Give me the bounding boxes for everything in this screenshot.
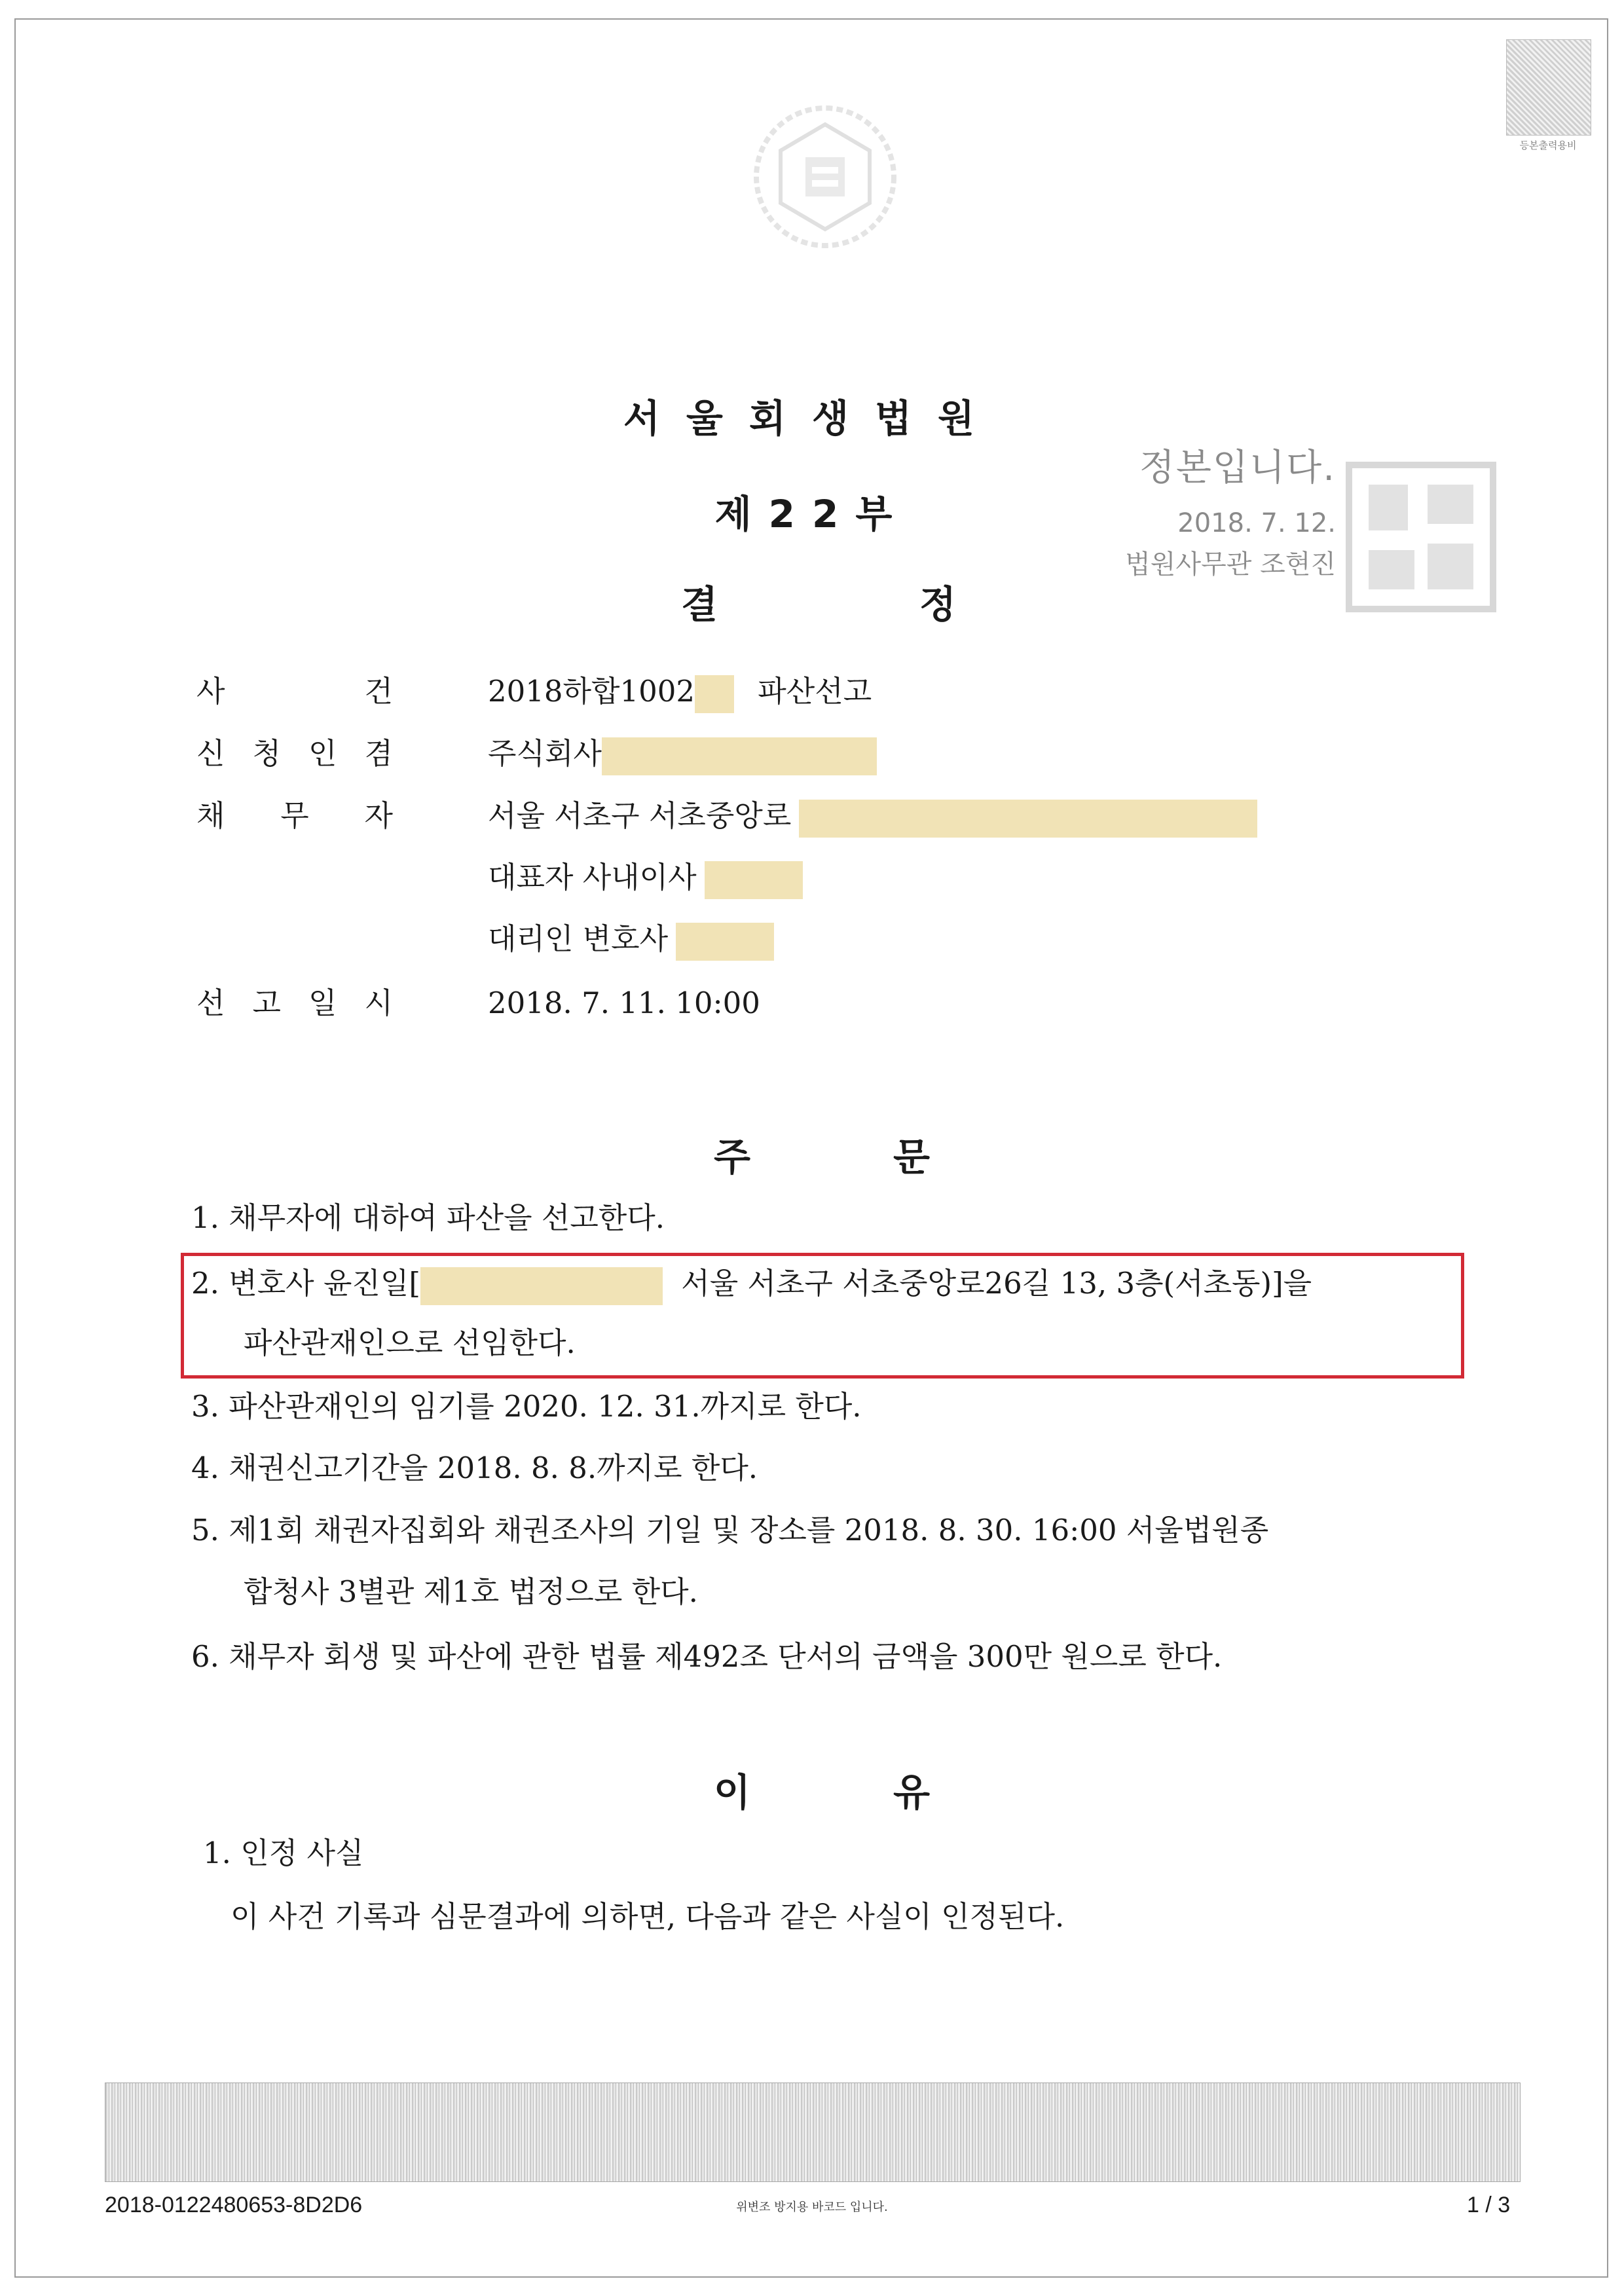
representative-value bbox=[488, 858, 803, 899]
case-value bbox=[488, 672, 872, 713]
document-title bbox=[681, 574, 956, 629]
reason-body: 이 사건 기록과 심문결과에 의하면, 다음과 같은 사실이 인정된다. bbox=[231, 1899, 1065, 1934]
case-number: 2018하합1002 bbox=[488, 674, 695, 709]
date-label-text: 선 고 일 시 bbox=[196, 986, 393, 1020]
reason-heading bbox=[714, 1762, 930, 1817]
order-heading bbox=[714, 1126, 930, 1181]
order-item-2-start: 2. 변호사 윤진일[ bbox=[191, 1266, 420, 1301]
page-number: 1 / 3 bbox=[1467, 2193, 1511, 2217]
applicant-value bbox=[488, 734, 877, 775]
agent-text: 대리인 변호사 bbox=[488, 921, 669, 956]
certification-date: 2018. 7. 12. bbox=[1177, 508, 1336, 538]
qr-code-image bbox=[1506, 39, 1591, 136]
redaction bbox=[420, 1267, 663, 1305]
document-title-right: 정 bbox=[919, 582, 956, 627]
certification-stamp bbox=[1048, 439, 1336, 581]
order-item-3: 3. 파산관재인의 임기를 2020. 12. 31.까지로 한다. bbox=[191, 1389, 862, 1424]
court-name: 서울회생법원 bbox=[623, 396, 1001, 441]
case-label-text: 사 건 bbox=[196, 674, 393, 709]
order-item-4: 4. 채권신고기간을 2018. 8. 8.까지로 한다. bbox=[191, 1451, 758, 1485]
order-heading-right: 문 bbox=[893, 1135, 930, 1179]
qr-code bbox=[1506, 39, 1590, 151]
redaction bbox=[695, 675, 734, 713]
redaction bbox=[799, 800, 1257, 838]
reason-heading-left: 이 bbox=[714, 1770, 751, 1815]
official-seal-icon bbox=[1342, 458, 1500, 616]
order-item-5-continued: 합청사 3별관 제1호 법정으로 한다. bbox=[244, 1574, 698, 1609]
qr-caption: 등본출력용비 bbox=[1519, 139, 1577, 151]
debtor-label bbox=[196, 796, 393, 836]
order-heading-left: 주 bbox=[714, 1135, 751, 1179]
debtor-label-text: 채 무 자 bbox=[196, 798, 393, 833]
redaction bbox=[602, 737, 877, 775]
representative-text: 대표자 사내이사 bbox=[488, 860, 697, 895]
certification-officer: 법원사무관 조현진 bbox=[1125, 549, 1336, 580]
applicant-company: 주식회사 bbox=[488, 736, 602, 771]
date-label bbox=[196, 984, 393, 1023]
reason-subheading: 1. 인정 사실 bbox=[203, 1836, 364, 1870]
division: 제22부 bbox=[714, 492, 910, 536]
debtor-value bbox=[488, 796, 1257, 838]
anti-forgery-barcode bbox=[105, 2083, 1521, 2182]
case-label bbox=[196, 672, 393, 711]
order-item-2 bbox=[191, 1264, 1312, 1305]
order-item-6: 6. 채무자 회생 및 파산에 관한 법률 제492조 단서의 금액을 300만 원으로 한다. bbox=[191, 1639, 1223, 1674]
redaction bbox=[676, 923, 774, 961]
case-type: 파산선고 bbox=[758, 674, 872, 709]
reason-heading-right: 유 bbox=[893, 1770, 930, 1815]
document-title-left: 결 bbox=[681, 582, 718, 627]
redaction bbox=[705, 861, 803, 899]
agent-value bbox=[488, 919, 774, 961]
date-value: 2018. 7. 11. 10:00 bbox=[488, 986, 760, 1020]
certification-main: 정본입니다. bbox=[1139, 447, 1336, 489]
order-item-2-continued: 파산관재인으로 선임한다. bbox=[244, 1325, 576, 1360]
document-number: 2018-0122480653-8D2D6 bbox=[105, 2193, 363, 2217]
debtor-address: 서울 서초구 서초중앙로 bbox=[488, 798, 792, 833]
order-item-2-address: 서울 서초구 서초중앙로26길 13, 3층(서초동)]을 bbox=[681, 1266, 1312, 1301]
applicant-label-text: 신 청 인 겸 bbox=[196, 736, 393, 771]
order-item-5: 5. 제1회 채권자집회와 채권조사의 기일 및 장소를 2018. 8. 30. 16:00 서울법원종 bbox=[191, 1513, 1269, 1547]
order-item-1: 1. 채무자에 대하여 파산을 선고한다. bbox=[191, 1200, 665, 1235]
barcode-note: 위변조 방지용 바코드 입니다. bbox=[736, 2200, 888, 2214]
court-emblem-icon bbox=[747, 98, 904, 255]
applicant-label bbox=[196, 734, 393, 773]
